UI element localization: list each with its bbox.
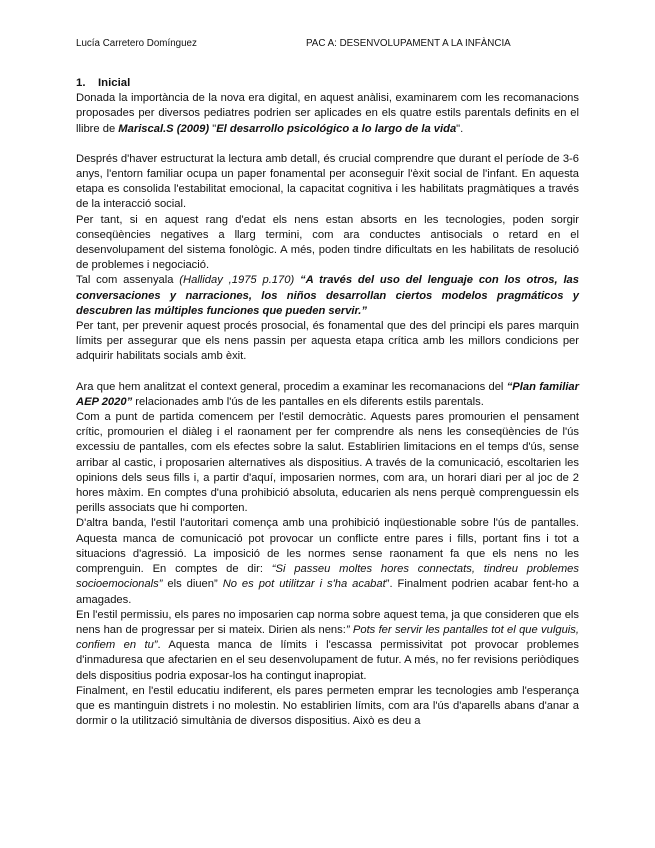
citation: (Halliday ,1975 p.170) xyxy=(179,274,295,287)
permissive-tail: . Aquesta manca de límits i l'escassa permissivitat pot provocar problemes d'inmaduresa que afectarien en el seu desenvolupament de futur. A més, no fer revisions periòdiques dels dispositius podria exposar-los ha contingut inapropiat. xyxy=(76,639,580,682)
paragraph-indifferent: Finalment, en l'estil educatiu indiferent, els pares permeten emprar les tecnologies amb l'esperança que es mantinguin distrets i no molestin. No establirien límits, com ara l'ús d'aparells abans d'anar a dormir o la utilització simultània de diversos dispositius. Això es deu a xyxy=(76,684,579,728)
paragraph-context: Després d'haver estructurat la lectura amb detall, és crucial comprendre que durant el període de 3-6 anys, l'entorn familiar ocupa un paper fonamental per aconseguir l'èxit social de l'infant. En aquesta etapa es consolida l'estabilitat emocional, la capacitat cognitiva i les habilitats pragmàtiques a través de la interacció social. xyxy=(76,152,579,211)
plan-title: “Plan familiar AEP 2020” xyxy=(76,380,579,408)
author-name: Lucía Carretero Domínguez xyxy=(76,38,197,49)
quote-open: " xyxy=(209,122,217,135)
paragraph-prevention: Per tant, per prevenir aquest procés prosocial, és fonamental que des del principi els pares marquin límits per assegurar que els nens passin per aquesta etapa crítica amb les millors condicions per adquirir habilitats socials amb èxit. xyxy=(76,320,579,363)
section-number: 1. xyxy=(76,77,86,89)
reference-author: Mariscal.S (2009) xyxy=(118,122,210,135)
course-title: PAC A: DESENVOLUPAMENT A LA INFÀNCIA xyxy=(306,38,511,49)
plan-lead: Ara que hem analitzat el context general, procedim a examinar les recomanacions del xyxy=(76,380,507,393)
plan-tail: relacionades amb l'ús de les pantalles en els diferents estils parentals. xyxy=(132,395,484,408)
quote-lead: Tal com assenyala xyxy=(76,274,180,287)
section-heading xyxy=(76,76,579,91)
paragraph-authoritarian xyxy=(76,516,579,607)
paragraph-consequences: Per tant, si en aquest rang d'edat els nens estan absorts en les tecnologies, poden sorgir conseqüències negatives a llarg termini, com ara conductes antisocials o retard en el desenvolupament del sistema fonològic. A més, poden tindre dificultats en les habilitats de resolució de problemes i negociació. xyxy=(76,213,579,272)
paragraph-permissive xyxy=(76,608,579,684)
page-header xyxy=(76,38,579,52)
section-title: Inicial xyxy=(98,77,131,89)
reference-title: El desarrollo psicológico a lo largo de la vida xyxy=(216,122,457,135)
authoritarian-tail: ”. Finalment podrien acabar fent-ho a amagades. xyxy=(76,578,580,606)
authoritarian-lead: D'altra banda, l'estil l'autoritari comença amb una prohibició inqüestionable sobre l'ús de pantalles. Aquesta manca de comunicació pot provocar un conflicte entre pares i fills, portant fins i tot a situacions d'agressió. La imposició de les normes sense raonament fa que els nens no les comprenguin. En comptes de dir: xyxy=(76,517,579,576)
permissive-lead: En l'estil permissiu, els pares no imposarien cap norma sobre aquest tema, ja que consideren que els nens han de progressar per si mateix. Dirien als nens: xyxy=(76,608,579,636)
authoritarian-quote-1: “Si passeu moltes hores connectats, tindreu problemes socioemocionals” xyxy=(76,563,579,591)
document-body xyxy=(76,76,579,729)
paragraph-halliday-quote xyxy=(76,273,579,319)
paragraph-plan xyxy=(76,380,579,410)
authoritarian-mid: els diuen” xyxy=(162,578,223,591)
paragraph-intro xyxy=(76,91,579,137)
permissive-quote: ” Pots fer servir les pantalles tot el que vulguis, confiem en tu” xyxy=(76,623,579,652)
quote-text: “A través del uso del lenguaje con los otros, las conversaciones y narraciones, los niños desarrollan ciertos modelos pragmáticos y descubren las múltiples funciones que pueden servir.” xyxy=(76,274,579,317)
quote-close: ". xyxy=(456,122,464,135)
authoritarian-quote-2: No es pot utilitzar i s'ha acabat xyxy=(222,578,386,591)
intro-text: Donada la importància de la nova era digital, en aquest anàlisi, examinarem com les recomanacions proposades per diversos pediatres podrien ser aplicades en els quatre estils parentals definits en el llibre de xyxy=(76,92,579,135)
paragraph-democratic: Com a punt de partida comencem per l'estil democràtic. Aquests pares promourien el pensament crític, promourien el diàleg i el raonament per fer comprendre als nens les conseqüències de l'ús excessiu de pantalles, com els efectes sobre la salut. Establirien limitacions en el temps d'ús, sense arribar al castic, i proposarien alternatives als dispositius. A través de la comunicació, escoltarien les opinions dels seus fills i, a partir d'aquí, imposarien normes, com ara, un horari diari per al joc de 2 hores màxim. En comptes d'una prohibició absoluta, educarien als nens perquè comprenguessin els perills associats que hi comporten. xyxy=(76,411,579,515)
